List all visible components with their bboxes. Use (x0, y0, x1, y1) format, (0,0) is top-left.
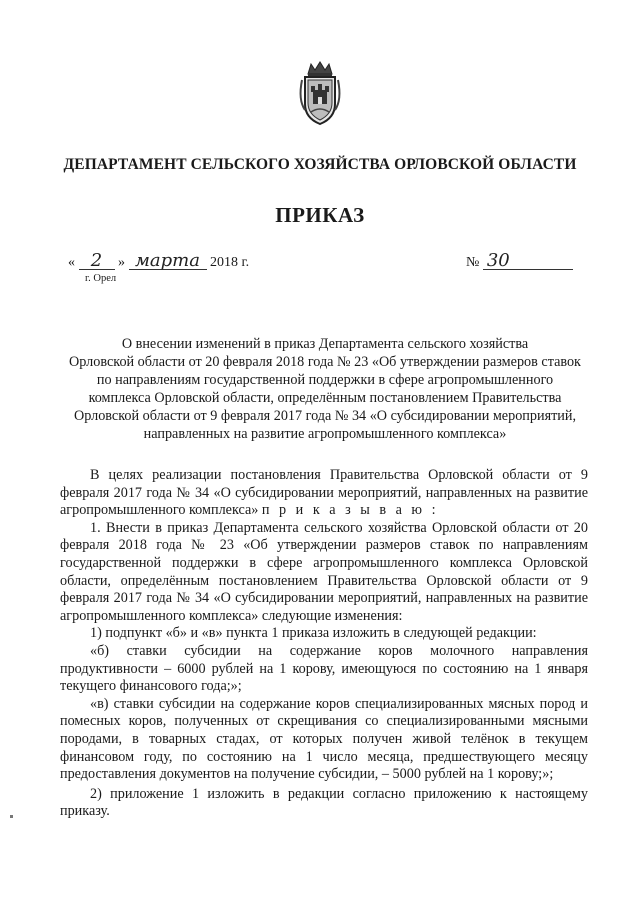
number-value: 30 (483, 253, 573, 270)
scan-mark (10, 815, 13, 818)
document-city: г. Орел (85, 273, 117, 284)
order-word: п р и к а з ы в а ю : (261, 502, 439, 519)
subject-line: комплекса Орловской области, определённым постановлением Правительства (88, 390, 562, 406)
subject-line: Орловской области от 20 февраля 2018 года № 23 «Об утверждении размеров ставок (69, 354, 581, 370)
subject-line: Орловской области от 9 февраля 2017 года № 34 «О субсидировании мероприятий, (73, 408, 577, 424)
preamble-paragraph (60, 467, 588, 520)
date-day: 2 (79, 253, 115, 270)
coat-of-arms-icon (293, 60, 347, 126)
paragraph-subitem-1: 1) подпункт «б» и «в» пункта 1 приказа изложить в следующей редакции: (90, 625, 537, 642)
paragraph-item-1: 1. Внести в приказ Департамента сельского хозяйства Орловской области от 20 февраля 2018 года № 23 «Об утверждении размеров ставок по направлениям государственной поддержки в сфере агропромышленного комплекса Орловской области, определённым постановлением Правительства Орловской области от 9 февраля 2017 года № 34 «О субсидировании мероприятий, направленных на развитие агропромышленного комплекса» следующие изменения: (60, 519, 588, 624)
number-label: № (466, 255, 480, 270)
paragraph-v: «в) ставки субсидии на содержание коров специализированных мясных пород и помесных коров, полученных от скрещивания со специализированными мясными породами, в товарных стадах, от которых получен живой телёнок в текущем финансовом году, по состоянию на 1 число месяца, предшествующего месяцу предоставления документов на получение субсидии, – 5000 рублей на 1 корову;»; (60, 695, 588, 783)
document-number (466, 250, 573, 271)
document-subject (60, 335, 590, 443)
document-date (68, 250, 250, 271)
paragraph-subitem-2: 2) приложение 1 изложить в редакции согласно приложению к настоящему приказу. (60, 785, 588, 820)
preamble-text: В целях реализации постановления Правительства Орловской области от 9 февраля 2017 года № 34 «О субсидировании мероприятий, направленных на развитие агропромышленного комплекса» (60, 467, 588, 519)
date-open-quote: « (68, 255, 75, 270)
document-title: ПРИКАЗ (275, 203, 365, 227)
date-month: марта (129, 253, 207, 270)
date-year: 2018 г. (210, 255, 250, 270)
department-heading: ДЕПАРТАМЕНТ СЕЛЬСКОГО ХОЗЯЙСТВА ОРЛОВСКОЙ ОБЛАСТИ (63, 156, 577, 173)
paragraph-b: «б) ставки субсидии на содержание коров молочного направления продуктивности – 6000 рублей на 1 корову, имеющуюся по состоянию на 1 января текущего финансового года;»; (60, 642, 588, 695)
subject-line: направленных на развитие агропромышленного комплекса» (143, 426, 507, 442)
subject-line: О внесении изменений в приказ Департамента сельского хозяйства (121, 336, 529, 352)
date-close-quote: » (118, 255, 125, 270)
document-body (60, 467, 588, 821)
subject-line: по направлениям государственной поддержки в сфере агропромышленного (96, 372, 554, 388)
